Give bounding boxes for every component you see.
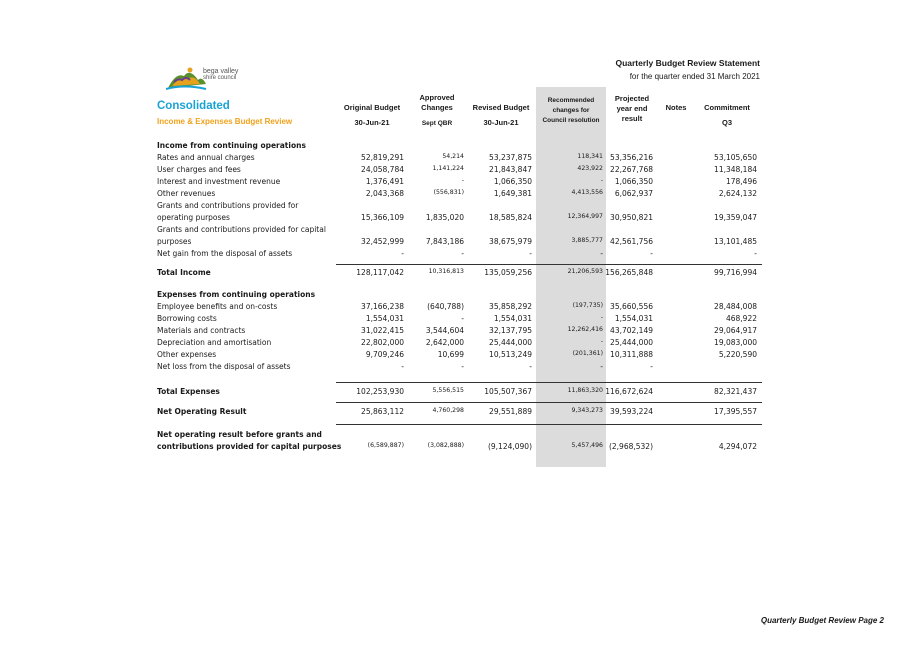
header-original-date: 30-Jun-21: [354, 118, 390, 127]
cell-revised: 105,507,367: [484, 387, 532, 396]
cell-original: 22,802,000: [361, 338, 404, 347]
header-recommended-line3: Council resolution: [542, 117, 600, 124]
cell-projected: 156,265,848: [605, 268, 653, 277]
table-row: [157, 249, 763, 261]
cell-approved: -: [461, 177, 464, 184]
cell-commitment: 29,064,917: [714, 326, 757, 335]
cell-approved: -: [461, 314, 464, 323]
cell-recommended: 9,343,273: [571, 407, 603, 414]
header-projected-line2: year end: [616, 104, 648, 113]
row-label: purposes: [157, 237, 192, 246]
cell-projected: (2,968,532): [608, 442, 653, 451]
cell-projected: 35,660,556: [610, 302, 653, 311]
cell-original: 32,452,999: [361, 237, 404, 246]
cell-projected: 53,356,216: [610, 153, 653, 162]
table-row: [157, 153, 763, 165]
row-label: Expenses from continuing operations: [157, 290, 316, 299]
cell-original: 37,166,238: [361, 302, 404, 311]
row-label: Net operating result before grants and: [157, 430, 322, 439]
cell-projected: -: [650, 249, 653, 258]
cell-recommended: -: [600, 362, 603, 371]
cell-projected: 6,062,937: [614, 189, 653, 198]
cell-original: -: [401, 362, 404, 371]
row-label: Other revenues: [157, 189, 216, 198]
table-row: [157, 387, 763, 399]
row-label: Net gain from the disposal of assets: [157, 249, 293, 258]
cell-commitment: 178,496: [725, 177, 757, 186]
table-row: [157, 177, 763, 189]
cell-approved: 4,760,298: [432, 407, 464, 414]
cell-approved: 1,835,020: [425, 213, 464, 222]
divider-line: [336, 264, 762, 265]
cell-projected: 25,444,000: [610, 338, 653, 347]
table-row: [157, 350, 763, 362]
cell-revised: (9,124,090): [487, 442, 532, 451]
cell-revised: 10,513,249: [489, 350, 532, 359]
cell-recommended: 3,885,777: [571, 237, 603, 244]
row-label: Rates and annual charges: [157, 153, 255, 162]
cell-recommended: -: [600, 314, 603, 321]
cell-revised: 38,675,979: [489, 237, 532, 246]
cell-original: 25,863,112: [361, 407, 404, 416]
header-revised-budget: Revised Budget: [472, 103, 530, 112]
cell-commitment: 17,395,557: [714, 407, 757, 416]
row-label: Borrowing costs: [157, 314, 217, 323]
cell-recommended: 12,262,416: [567, 326, 603, 333]
cell-commitment: 4,294,072: [718, 442, 757, 451]
table-row: [157, 362, 763, 374]
logo-text-line2: shire council: [203, 75, 237, 81]
row-label: Income from continuing operations: [157, 141, 306, 150]
cell-original: 31,022,415: [361, 326, 404, 335]
table-row: [157, 314, 763, 326]
header-notes: Notes: [665, 103, 687, 112]
cell-approved: (3,082,888): [427, 442, 464, 449]
cell-approved: 10,699: [437, 350, 464, 359]
header-recommended-line1: Recommended: [547, 97, 595, 104]
cell-revised: 25,444,000: [489, 338, 532, 347]
cell-approved: 10,316,813: [428, 268, 464, 275]
cell-recommended: (201,361): [572, 350, 603, 357]
table-row: [157, 338, 763, 350]
cell-original: 1,376,491: [365, 177, 404, 186]
cell-approved: -: [461, 249, 464, 258]
cell-projected: 22,267,768: [610, 165, 653, 174]
cell-revised: 1,554,031: [493, 314, 532, 323]
cell-original: 128,117,042: [356, 268, 404, 277]
row-label: Grants and contributions provided for: [157, 201, 299, 210]
header-approved-line1: Approved: [419, 93, 455, 102]
statement-title: Quarterly Budget Review Statement: [615, 58, 760, 68]
cell-projected: 39,593,224: [610, 407, 653, 416]
cell-commitment: 53,105,650: [714, 153, 757, 162]
header-approved-line2: Changes: [421, 103, 453, 112]
row-label: Total Expenses: [157, 387, 220, 396]
table-row: [157, 268, 763, 280]
cell-original: 1,554,031: [365, 314, 404, 323]
cell-original: 52,819,291: [361, 153, 404, 162]
cell-approved: 54,214: [442, 153, 464, 160]
table-row: [157, 213, 763, 225]
cell-revised: 21,843,847: [489, 165, 532, 174]
cell-recommended: (197,735): [572, 302, 603, 309]
table-row: [157, 430, 763, 442]
header-original-budget: Original Budget: [343, 103, 401, 112]
cell-revised: 29,551,889: [489, 407, 532, 416]
cell-projected: 1,554,031: [614, 314, 653, 323]
row-label: Net loss from the disposal of assets: [157, 362, 291, 371]
page-footer: Quarterly Budget Review Page 2: [760, 616, 884, 625]
cell-projected: 1,066,350: [614, 177, 653, 186]
cell-commitment: 19,359,047: [714, 213, 757, 222]
table-row: [157, 442, 763, 454]
row-label: Materials and contracts: [157, 326, 246, 335]
cell-recommended: -: [600, 249, 603, 258]
row-label: Grants and contributions provided for capital: [157, 225, 326, 234]
cell-recommended: 423,922: [577, 165, 603, 172]
cell-approved: 1,141,224: [432, 165, 464, 172]
cell-revised: 1,649,381: [493, 189, 532, 198]
row-label: operating purposes: [157, 213, 230, 222]
table-row: [157, 165, 763, 177]
cell-recommended: -: [600, 338, 603, 345]
cell-revised: 35,858,292: [489, 302, 532, 311]
cell-approved: 3,544,604: [425, 326, 464, 335]
row-label: Other expenses: [157, 350, 217, 359]
table-row: [157, 141, 763, 153]
header-projected-line3: result: [621, 114, 643, 123]
cell-revised: 32,137,795: [489, 326, 532, 335]
cell-approved: 5,556,515: [432, 387, 464, 394]
cell-commitment: 5,220,590: [718, 350, 757, 359]
row-label: Interest and investment revenue: [157, 177, 281, 186]
row-label: Net Operating Result: [157, 407, 247, 416]
cell-approved: -: [461, 362, 464, 371]
cell-original: 15,366,109: [361, 213, 404, 222]
cell-projected: 43,702,149: [610, 326, 653, 335]
header-commitment: Commitment: [704, 103, 750, 112]
header-revised-date: 30-Jun-21: [483, 118, 519, 127]
cell-original: 24,058,784: [361, 165, 404, 174]
cell-revised: -: [529, 362, 532, 371]
table-row: [157, 326, 763, 338]
cell-approved: 7,843,186: [425, 237, 464, 246]
cell-original: 2,043,368: [365, 189, 404, 198]
table-row: [157, 407, 763, 419]
cell-commitment: 82,321,437: [714, 387, 757, 396]
cell-original: 102,253,930: [356, 387, 404, 396]
row-label: contributions provided for capital purposes: [157, 442, 342, 451]
header-recommended-line2: changes for: [552, 107, 590, 114]
cell-revised: 53,237,875: [489, 153, 532, 162]
row-label: Depreciation and amortisation: [157, 338, 272, 347]
cell-projected: 30,950,821: [610, 213, 653, 222]
cell-revised: 135,059,256: [484, 268, 532, 277]
logo-text-line1: bega valley: [203, 68, 239, 75]
cell-commitment: 13,101,485: [714, 237, 757, 246]
cell-recommended: 11,863,320: [567, 387, 603, 394]
cell-commitment: 99,716,994: [714, 268, 757, 277]
cell-commitment: 28,484,008: [714, 302, 757, 311]
cell-projected: 10,311,888: [610, 350, 653, 359]
row-label: User charges and fees: [157, 165, 241, 174]
table-row: [157, 225, 763, 237]
divider-line: [336, 424, 762, 425]
cell-projected: 42,561,756: [610, 237, 653, 246]
row-label: Employee benefits and on-costs: [157, 302, 278, 311]
cell-original: 9,709,246: [365, 350, 404, 359]
cell-recommended: 118,341: [577, 153, 603, 160]
cell-original: (6,589,887): [367, 442, 404, 449]
cell-recommended: -: [600, 177, 603, 184]
table-row: [157, 201, 763, 213]
cell-commitment: 19,083,000: [714, 338, 757, 347]
cell-approved: 2,642,000: [425, 338, 464, 347]
cell-original: -: [401, 249, 404, 258]
header-commitment-sub: Q3: [721, 118, 732, 127]
cell-commitment: -: [754, 249, 757, 258]
cell-revised: 1,066,350: [493, 177, 532, 186]
statement-subtitle: for the quarter ended 31 March 2021: [629, 72, 760, 81]
cell-approved: (556,831): [433, 189, 464, 196]
cell-recommended: 12,364,997: [567, 213, 603, 220]
page-subtitle: Income & Expenses Budget Review: [157, 117, 293, 126]
page-title: Consolidated: [157, 100, 230, 112]
divider-line: [336, 402, 762, 403]
cell-recommended: 4,413,556: [571, 189, 603, 196]
cell-revised: -: [529, 249, 532, 258]
table-row: [157, 290, 763, 302]
cell-commitment: 11,348,184: [714, 165, 757, 174]
divider-line: [336, 382, 762, 383]
cell-recommended: 5,457,496: [571, 442, 603, 449]
cell-projected: 116,672,624: [605, 387, 653, 396]
cell-recommended: 21,206,593: [567, 268, 603, 275]
cell-approved: (640,788): [427, 302, 464, 311]
table-row: [157, 302, 763, 314]
header-approved-sub: Sept QBR: [421, 120, 453, 127]
row-label: Total Income: [157, 268, 211, 277]
table-row: [157, 237, 763, 249]
cell-commitment: 2,624,132: [718, 189, 757, 198]
cell-projected: -: [650, 362, 653, 371]
cell-revised: 18,585,824: [489, 213, 532, 222]
table-row: [157, 189, 763, 201]
header-projected-line1: Projected: [614, 94, 650, 103]
cell-commitment: 468,922: [725, 314, 757, 323]
